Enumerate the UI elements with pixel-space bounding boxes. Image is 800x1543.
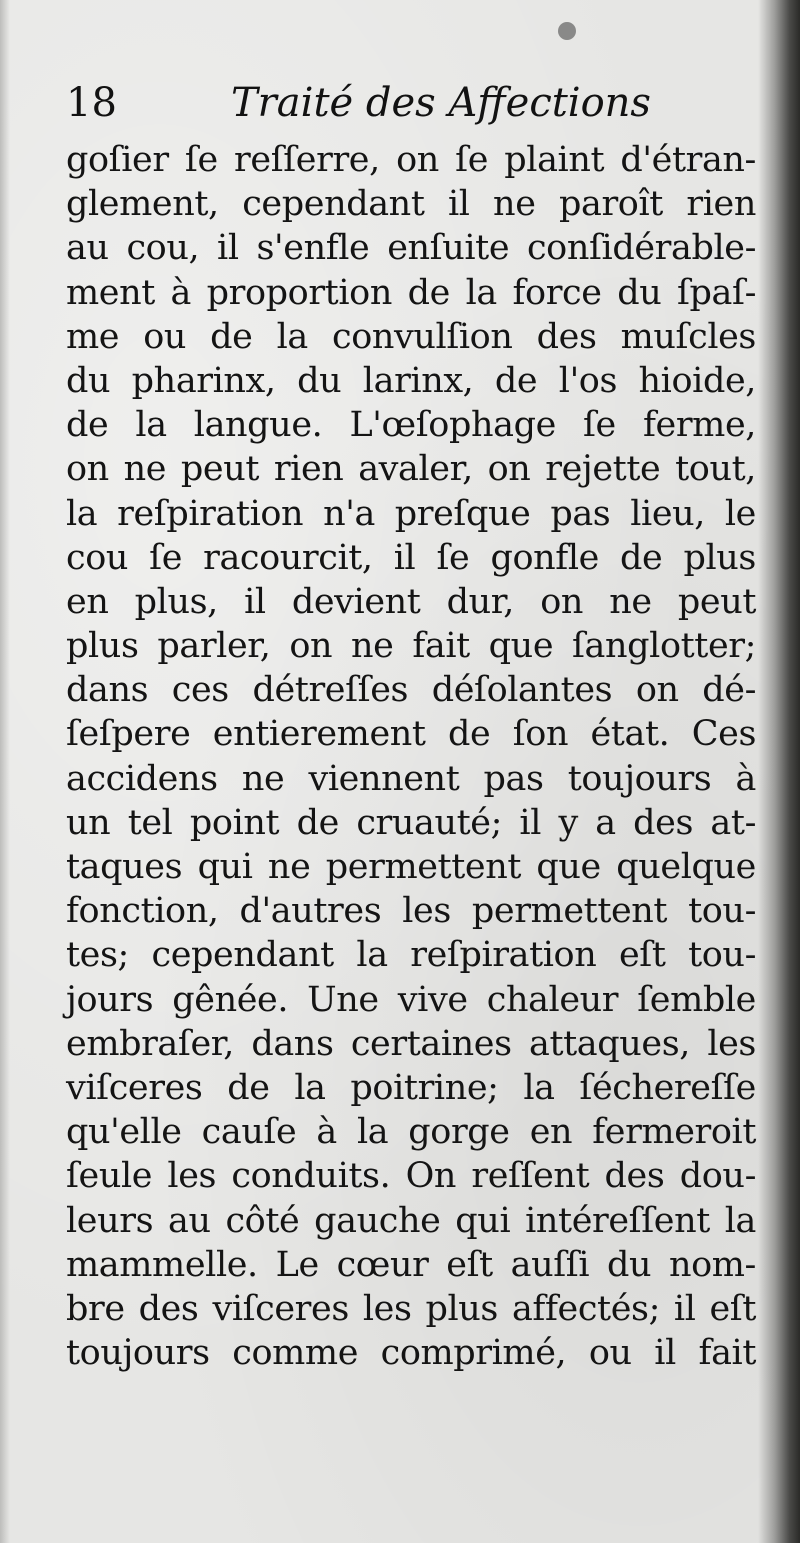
text-line: embraſer, dans certaines attaques, les: [66, 1023, 756, 1064]
text-line: toujours comme comprimé, ou il fait: [66, 1333, 756, 1374]
text-line: me ou de la convulſion des muſcles: [66, 316, 756, 357]
text-line: jours gênée. Une vive chaleur ſemble: [66, 979, 756, 1020]
text-line: du pharinx, du larinx, de l'os hioide,: [66, 360, 756, 401]
text-line: de la langue. L'œſophage ſe ferme,: [66, 405, 756, 446]
text-line: taques qui ne permettent que quelque: [66, 847, 756, 887]
page-left-shadow: [0, 0, 10, 1543]
text-line: bre des viſceres les plus affectés; il eſt: [66, 1288, 756, 1329]
text-line: au cou, il s'enfle enſuite conſidérable-: [66, 228, 756, 269]
text-line: cou ſe racourcit, il ſe gonfle de plus: [66, 537, 756, 578]
running-header: [66, 78, 756, 128]
text-line: qu'elle cauſe à la gorge en fermeroit: [66, 1112, 756, 1153]
text-line: fonction, d'autres les permettent tou-: [66, 891, 756, 932]
text-line: dans ces détreſſes déſolantes on dé-: [66, 670, 756, 711]
text-line: leurs au côté gauche qui intéreſſent la: [66, 1200, 756, 1241]
running-title: Traité des Affections: [231, 80, 651, 126]
text-line: plus parler, on ne fait que ſanglotter;: [66, 626, 756, 667]
text-line: accidens ne viennent pas toujours à: [66, 758, 756, 799]
body-text: [66, 138, 756, 1375]
text-line: la reſpiration n'a preſque pas lieu, le: [66, 493, 756, 534]
text-line: ment à proportion de la force du ſpaſ-: [66, 272, 756, 313]
text-line: goſier ſe reſſerre, on ſe plaint d'étran-: [66, 140, 756, 180]
text-line: mammelle. Le cœur eſt auſſi du nom-: [66, 1244, 756, 1285]
text-line: glement, cependant il ne paroît rien: [66, 184, 756, 225]
page-binding-shadow: [758, 0, 800, 1543]
text-line: viſceres de la poitrine; la ſéchereſſe: [66, 1067, 756, 1108]
text-line: en plus, il devient dur, on ne peut: [66, 581, 756, 622]
page-number: 18: [66, 80, 117, 126]
text-line: un tel point de cruauté; il y a des at-: [66, 802, 756, 843]
text-line: ſeſpere entierement de ſon état. Ces: [66, 714, 756, 755]
text-line: tes; cependant la reſpiration eſt tou-: [66, 935, 756, 976]
text-line: on ne peut rien avaler, on rejette tout,: [66, 449, 756, 490]
text-line: ſeule les conduits. On reſſent des dou-: [66, 1156, 756, 1197]
ink-spot: [558, 22, 576, 40]
